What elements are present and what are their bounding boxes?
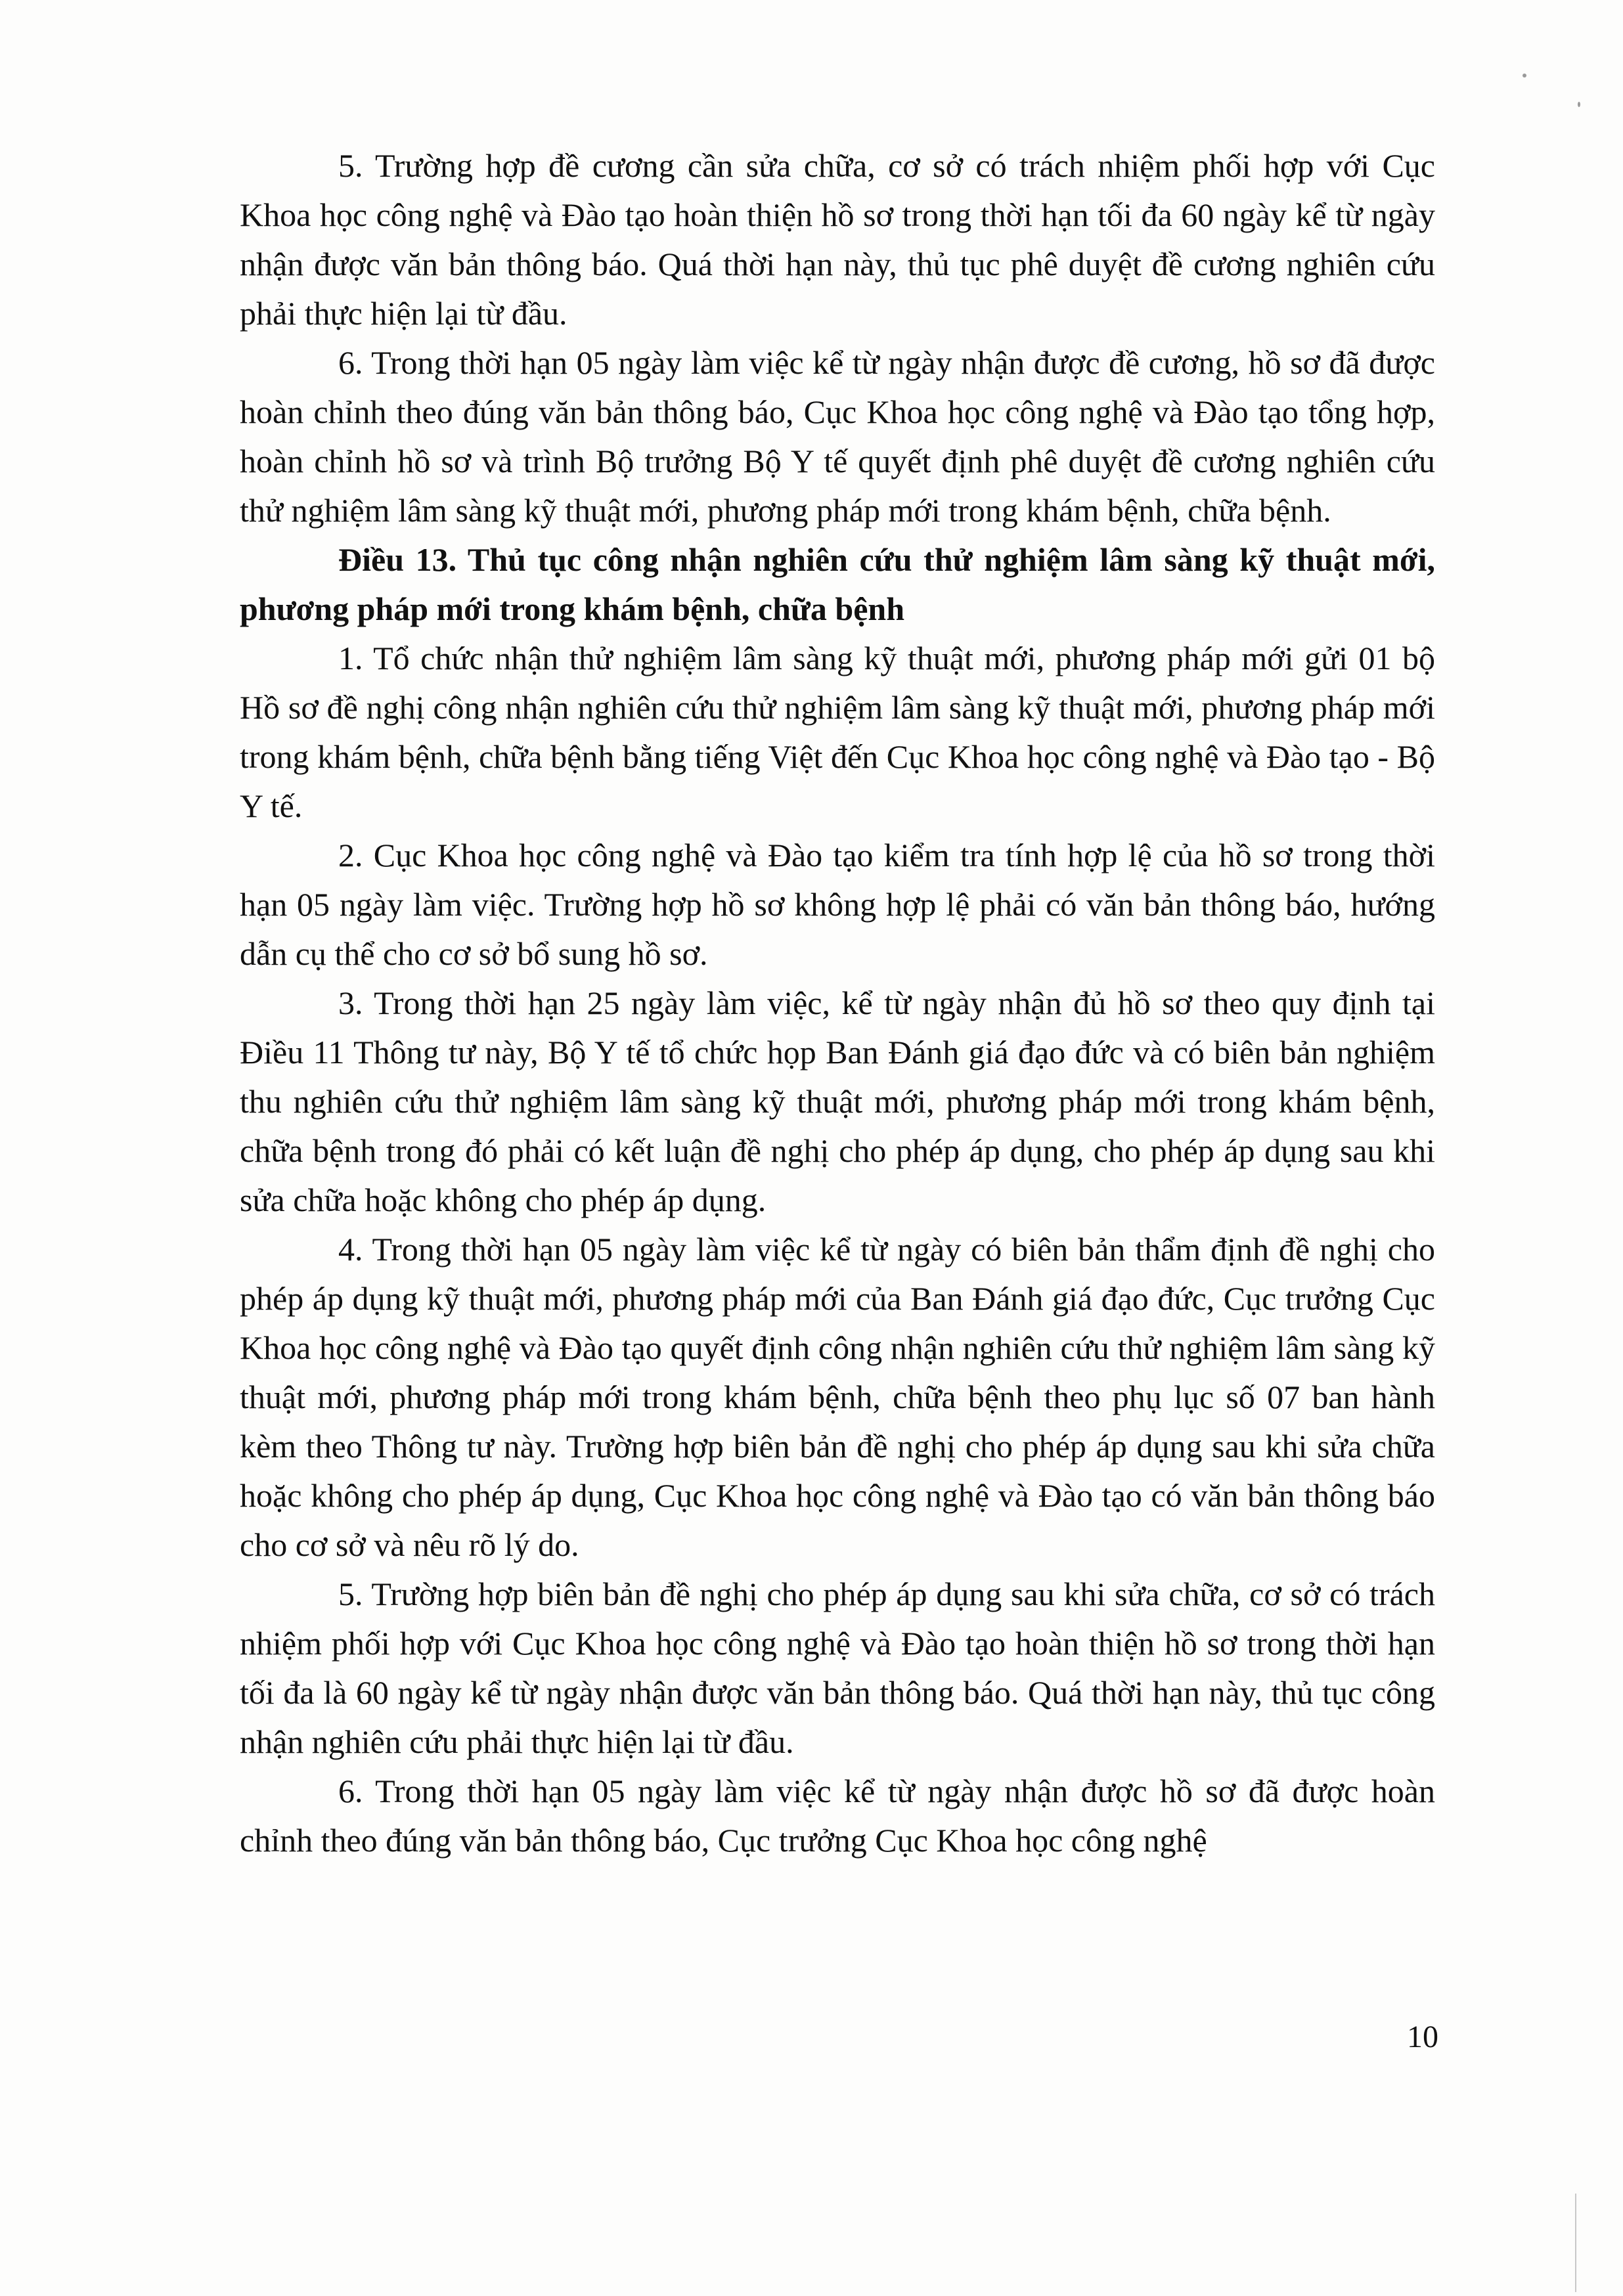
clause-6-approval: 6. Trong thời hạn 05 ngày làm việc kể từ ngày nhận được đề cương, hồ sơ đã được hoàn chỉnh theo đúng văn bản thông báo, Cục Khoa học công nghệ và Đào tạo tổng hợp, hoàn chỉnh hồ sơ và trình Bộ trưởng Bộ Y tế quyết định phê duyệt đề cương nghiên cứu thử nghiệm lâm sàng kỹ thuật mới, phương pháp mới trong khám bệnh, chữa bệnh.	[240, 344, 1435, 529]
article-13-clause-6: 6. Trong thời hạn 05 ngày làm việc kể từ ngày nhận được hồ sơ đã được hoàn chỉnh theo đúng văn bản thông báo, Cục trưởng Cục Khoa học công nghệ	[240, 1773, 1435, 1859]
article-13-clause-5: 5. Trường hợp biên bản đề nghị cho phép áp dụng sau khi sửa chữa, cơ sở có trách nhiệm phối hợp với Cục Khoa học công nghệ và Đào tạo hoàn thiện hồ sơ trong thời hạn tối đa là 60 ngày kể từ ngày nhận được văn bản thông báo. Quá thời hạn này, thủ tục công nhận nghiên cứu phải thực hiện lại từ đầu.	[240, 1576, 1435, 1760]
article-13-clause-4: 4. Trong thời hạn 05 ngày làm việc kể từ ngày có biên bản thẩm định đề nghị cho phép áp dụng kỹ thuật mới, phương pháp mới của Ban Đánh giá đạo đức, Cục trưởng Cục Khoa học công nghệ và Đào tạo quyết định công nhận nghiên cứu thử nghiệm lâm sàng kỹ thuật mới, phương pháp mới trong khám bệnh, chữa bệnh theo phụ lục số 07 ban hành kèm theo Thông tư này. Trường hợp biên bản đề nghị cho phép áp dụng sau khi sửa chữa hoặc không cho phép áp dụng, Cục Khoa học công nghệ và Đào tạo có văn bản thông báo cho cơ sở và nêu rõ lý do.	[240, 1231, 1435, 1563]
article-13-clause-3: 3. Trong thời hạn 25 ngày làm việc, kể từ ngày nhận đủ hồ sơ theo quy định tại Điều 11 Thông tư này, Bộ Y tế tổ chức họp Ban Đánh giá đạo đức và có biên bản nghiệm thu nghiên cứu thử nghiệm lâm sàng kỹ thuật mới, phương pháp mới trong khám bệnh, chữa bệnh trong đó phải có kết luận đề nghị cho phép áp dụng, cho phép áp dụng sau khi sửa chữa hoặc không cho phép áp dụng.	[240, 984, 1435, 1218]
article-13-heading: Điều 13. Thủ tục công nhận nghiên cứu thử nghiệm lâm sàng kỹ thuật mới, phương pháp mới trong khám bệnh, chữa bệnh	[240, 541, 1435, 627]
article-13-clause-2: 2. Cục Khoa học công nghệ và Đào tạo kiểm tra tính hợp lệ của hồ sơ trong thời hạn 05 ngày làm việc. Trường hợp hồ sơ không hợp lệ phải có văn bản thông báo, hướng dẫn cụ thể cho cơ sở bổ sung hồ sơ.	[240, 837, 1435, 972]
scan-speck	[1578, 102, 1580, 107]
document-body	[240, 141, 1435, 1865]
article-13-clause-1: 1. Tổ chức nhận thử nghiệm lâm sàng kỹ thuật mới, phương pháp mới gửi 01 bộ Hồ sơ đề nghị công nhận nghiên cứu thử nghiệm lâm sàng kỹ thuật mới, phương pháp mới trong khám bệnh, chữa bệnh bằng tiếng Việt đến Cục Khoa học công nghệ và Đào tạo - Bộ Y tế.	[240, 640, 1435, 824]
scan-edge-line	[1575, 2194, 1576, 2292]
clause-5-draft-revision: 5. Trường hợp đề cương cần sửa chữa, cơ sở có trách nhiệm phối hợp với Cục Khoa học công nghệ và Đào tạo hoàn thiện hồ sơ trong thời hạn tối đa 60 ngày kể từ ngày nhận được văn bản thông báo. Quá thời hạn này, thủ tục phê duyệt đề cương nghiên cứu phải thực hiện lại từ đầu.	[240, 147, 1435, 332]
page-number: 10	[1407, 2020, 1438, 2054]
scan-speck	[1523, 74, 1526, 77]
